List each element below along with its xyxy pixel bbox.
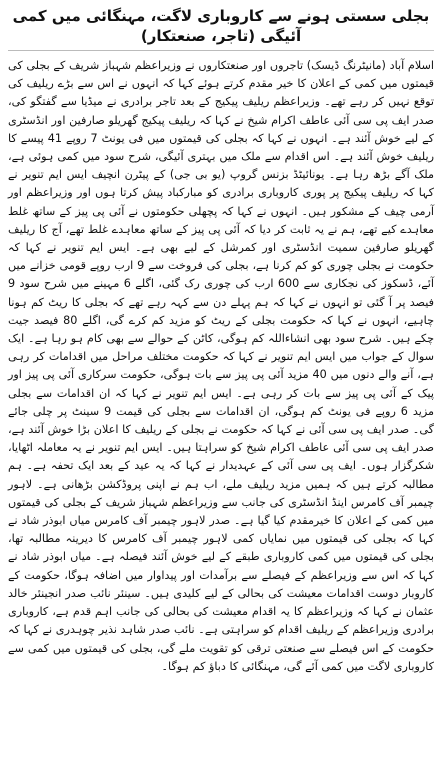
article-headline: بجلی سستی ہونے سے کاروباری لاگت، مہنگائی میں کمی آئیگی (تاجر، صنعتکار) [8, 6, 434, 51]
article-paragraph: اسلام آباد (مانیٹرنگ ڈیسک) تاجروں اور صنعتکاروں نے وزیراعظم شہباز شریف کے بجلی کی قیمتوں میں کمی کے اعلان کا خیر مقدم کرتے ہوئے کہا کہ انہوں نے اس سے بڑے ریلیف کی توقع نہیں کر رہے تھے۔ وزیراعظم ریلیف پیکیج کے بعد تاجر برادری نے میڈیا سے گفتگو کی، صدر ایف پی سی آئی عاطف اکرام شیخ نے کہا کہ ریلیف پیکیج گھریلو صارفین اور انڈسٹری کے لیے خوش آئند ہے۔ انہوں نے کہا کہ بجلی کی قیمتوں میں فی یونٹ 7 روپے 41 پیسے کا ریلیف خوش آئند ہے۔ اس اقدام سے ملک میں بہتری آئیگی، شرح سود میں کمی ہوئی ہے، ملک آگے بڑھ رہا ہے۔ یونائیٹڈ بزنس گروپ (یو بی جی) کے پیٹرن انچیف ایس ایم تنویر نے کہا کہ ریلیف پیکیج پر پوری کاروباری برادری کو مبارکباد پیش کرتا ہوں اور وزیراعظم اور آرمی چیف کے مشکور ہیں۔ انہوں نے کہا کہ پچھلی حکومتوں نے آئی پی پیز کے ساتھ غلط معاہدے کیے تھے، ہم نے یہ ثابت کر دیا کہ آئی پی پیز کے ساتھ معاہدے غلط تھے، آج کا ریلیف گھریلو صارفین سمیت انڈسٹری اور کمرشل کے لیے بھی ہے۔ ایس ایم تنویر نے کہا کہ حکومت نے بجلی چوری کو کم کرنا ہے، بجلی کی فروخت سے 9 ارب روپے قومی خزانے میں آئے، ڈسکوز کی نجکاری سے 600 ارب کی چوری رک گئی، اگلے 6 مہینے میں شرح سود 9 فیصد پر آ گئی تو انہوں نے کہا کہ ہم پہلے دن سے کہہ رہے تھے کہ بجلی کا ریٹ کم ہونا چاہیے، انہوں نے کہا کہ حکومت بجلی کے ریٹ کو مزید کم کرے گی، اگلے 80 فیصد جیت چکے ہیں۔ شرح سود بھی انشاءاللہ کم ہوگی، کاٹن کے حوالے سے بھی کام ہو رہا ہے۔ ایک سوال کے جواب میں ایس ایم تنویر نے کہا کہ حکومت مختلف مراحل میں اقدامات کر رہی ہے، آنے والے دنوں میں 40 مزید آئی پی پیز سے بات ہوگی، حکومت سرکاری آئی پی پیز اور پیک کے آئی پی پیز سے بات کر رہی ہے۔ ایس ایم تنویر نے کہا کہ ان اقدامات سے بجلی مزید 6 روپے فی یونٹ کم ہوگی، ان اقدامات سے بجلی کی قیمت 9 سینٹ پر چلی جائے گی۔ صدر ایف پی سی آئی نے کہا کہ حکومت نے بجلی کے ریلیف کا اعلان بڑا خوش آئند ہے، صدر ایف پی سی آئی عاطف اکرام شیخ کو سراہتا ہیں۔ ایس ایم تنویر نے یہ معاملہ اٹھایا، شکرگزار ہوں۔ ایف پی سی آئی کے عہدیدار نے کہا کہ یہ عید کے بعد ایک تحفہ ہے۔ ہم مطالبہ کرتے ہیں کہ ہمیں مزید ریلیف ملے، اب ہم نے اپنی پروڈکشن بڑھانی ہے۔ لاہور چیمبر آف کامرس اینڈ انڈسٹری کی جانب سے وزیراعظم شہباز شریف کے بجلی کی قیمتوں میں کمی کے اعلان کا خیرمقدم کیا گیا ہے۔ صدر لاہور چیمبر آف کامرس میاں ابوذر شاد نے کہا کہ بجلی کی قیمتوں میں نمایاں کمی لاہور چیمبر آف کامرس کا دیرینہ مطالبہ تھا، بجلی کی قیمتوں میں کمی کاروباری طبقے کے لیے خوش آئند فیصلہ ہے۔ میاں ابوذر شاد نے کہا کہ اس سے وزیراعظم کے فیصلے سے برآمدات اور پیداوار میں اضافہ ہوگا، حکومت کے کاروبار دوست اقدامات معیشت کی بحالی کے لیے کلیدی ہیں۔ سینئر نائب صدر انجینئر خالد عثمان نے کہا کہ وزیراعظم کا یہ اقدام معیشت کی بحالی کی جانب اہم قدم ہے، کاروباری برادری وزیراعظم کے ریلیف اقدام کو سراہتی ہے۔ نائب صدر شاہد نذیر چوہدری نے کہا کہ حکومت کے اس فیصلے سے صنعتی ترقی کو تقویت ملے گی، بجلی کی قیمتوں میں کمی سے کاروباری لاگت میں کمی آئے گی، مہنگائی کا دباؤ کم ہوگا۔ [8, 59, 435, 673]
article-body [8, 57, 434, 676]
